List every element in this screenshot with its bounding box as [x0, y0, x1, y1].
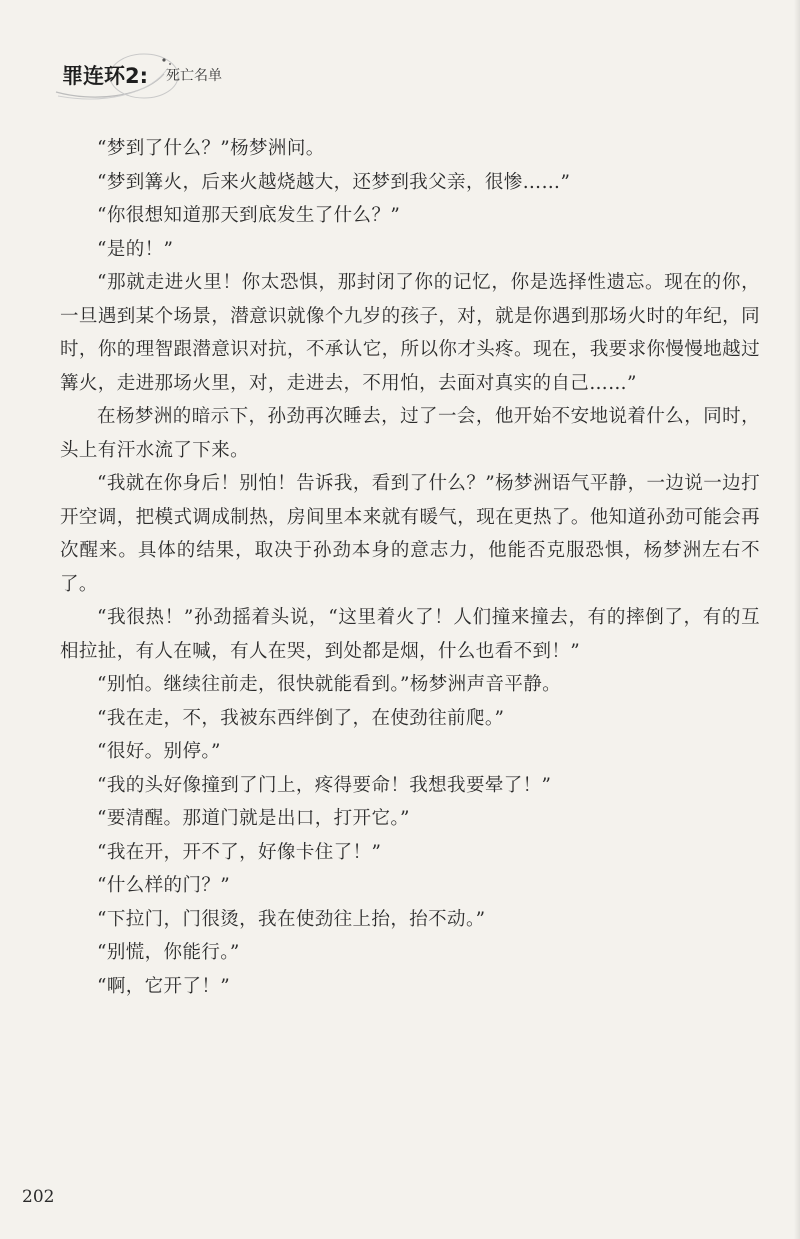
paragraph: “下拉门，门很烫，我在使劲往上抬，抬不动。”	[97, 908, 486, 930]
paragraph: “是的！”	[97, 238, 174, 260]
page-edge-shadow	[794, 0, 800, 1239]
running-header	[52, 52, 272, 104]
book-subtitle: 死亡名单	[166, 68, 222, 84]
paragraph: “我就在你身后！别怕！告诉我，看到了什么？”杨梦洲语气平静，一边说一边打开空调，把模式调成制热，房间里本来就有暖气，现在更热了。他知道孙劲可能会再次醒来。具体的结果，取决于孙劲本身的意志力，他能否克服恐惧，杨梦洲左右不了。	[60, 473, 760, 595]
paragraph: 在杨梦洲的暗示下，孙劲再次睡去，过了一会，他开始不安地说着什么，同时，头上有汗水流了下来。	[60, 406, 760, 461]
paragraph: “梦到了什么？”杨梦洲问。	[97, 138, 325, 159]
series-title: 罪连环2:	[62, 64, 149, 88]
paragraph: “啊，它开了！”	[97, 975, 231, 997]
paragraph: “什么样的门？”	[97, 875, 231, 896]
paragraph: “我的头好像撞到了门上，疼得要命！我想我要晕了！”	[97, 774, 552, 796]
paragraph: “要清醒。那道门就是出口，打开它。”	[97, 808, 410, 829]
paragraph: “梦到篝火，后来火越烧越大，还梦到我父亲，很惨……”	[97, 171, 571, 193]
paragraph: “我在开，开不了，好像卡住了！”	[97, 841, 382, 863]
paragraph: “我在走，不，我被东西绊倒了，在使劲往前爬。”	[97, 707, 505, 729]
paragraph: “很好。别停。”	[97, 741, 221, 762]
paragraph: “那就走进火里！你太恐惧，那封闭了你的记忆，你是选择性遗忘。现在的你，一旦遇到某个场景，潜意识就像个九岁的孩子，对，就是你遇到那场火时的年纪，同时，你的理智跟潜意识对抗，不承认它，所以你才头疼。现在，我要求你慢慢地越过篝火，走进那场火里，对，走进去，不用怕，去面对真实的自己……”	[60, 272, 760, 394]
paragraph: “你很想知道那天到底发生了什么？”	[97, 205, 401, 226]
paragraph: “我很热！”孙劲摇着头说，“这里着火了！人们撞来撞去，有的摔倒了，有的互相拉扯，有人在喊，有人在哭，到处都是烟，什么也看不到！”	[60, 607, 760, 662]
paragraph: “别慌，你能行。”	[97, 942, 240, 963]
body-text	[60, 132, 760, 1003]
paragraph: “别怕。继续往前走，很快就能看到。”杨梦洲声音平静。	[97, 674, 562, 695]
page-number: 202	[22, 1187, 55, 1207]
